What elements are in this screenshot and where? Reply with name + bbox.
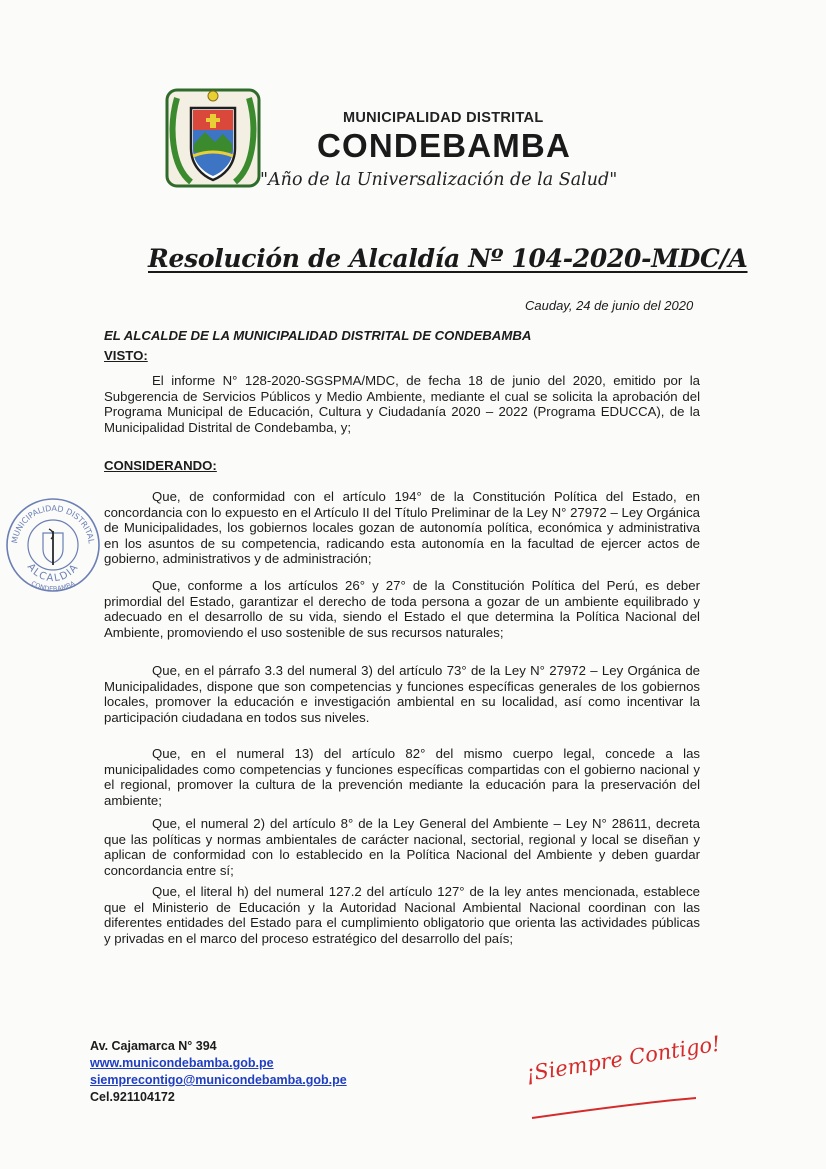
considerando-paragraph: Que, el numeral 2) del artículo 8° de la Ley General del Ambiente – Ley N° 28611, decreta que las políticas y normas ambientales de carácter nacional, sectorial, regional y local se diseñan y aplican de conformidad con lo establecido en la Política Nacional del Ambiente y deben guardar concordancia entre sí; [104, 816, 700, 878]
mayor-office-stamp [3, 495, 103, 595]
resolution-title: Resolución de Alcaldía Nº 104-2020-MDC/A [148, 244, 748, 273]
considerando-paragraph: Que, de conformidad con el artículo 194° de la Constitución Política del Estado, en concordancia con lo expuesto en el Artículo II del Título Preliminar de la Ley N° 27972 – Ley Orgánica de Municipalidades, los gobiernos locales gozan de autonomía política, económica y administrativa en los asuntos de su competencia, radicando esta autonomía en la facultad de ejercer actos de gobierno, administrativos y de administración; [104, 489, 700, 567]
stamp-top-text: MUNICIPALIDAD DISTRITAL [10, 503, 96, 545]
municipal-crest-logo [163, 86, 263, 190]
date-line: Cauday, 24 de junio del 2020 [525, 298, 694, 313]
slogan: ¡Siempre Contigo! [524, 1031, 722, 1086]
visto-paragraph: El informe N° 128-2020-SGSPMA/MDC, de fecha 18 de junio del 2020, emitido por la Subgerencia de Servicios Públicos y Medio Ambiente, mediante el cual se solicita la aprobación del Programa Municipal de Educación, Cultura y Ciudadanía 2020 – 2022 (Programa EDUCCA), de la Municipalidad Distrital de Condebamba, y; [104, 373, 700, 435]
considerando-paragraph: Que, en el párrafo 3.3 del numeral 3) del artículo 73° de la Ley N° 27972 – Ley Orgánica de Municipalidades, dispone que son competencias y funciones específicas generales de los gobiernos locales, promover la educación e investigación ambiental en su localidad, así como incentivar la participación ciudadana en todos sus niveles. [104, 663, 700, 725]
email-link[interactable]: siemprecontigo@municondebamba.gob.pe [90, 1073, 347, 1087]
stamp-middle-text: ALCALDIA [24, 561, 82, 585]
year-motto: "Año de la Universalización de la Salud" [260, 170, 618, 190]
phone: Cel.921104172 [90, 1090, 175, 1104]
municipality-label: MUNICIPALIDAD DISTRITAL [343, 110, 544, 126]
considerando-paragraph: Que, conforme a los artículos 26° y 27° de la Constitución Política del Perú, es deber primordial del Estado, garantizar el derecho de toda persona a gozar de un ambiente equilibrado y adecuado en el desarrollo de su vida, siendo el Estado el que determina la Política Nacional del Ambiente, promoviendo el uso sostenible de sus recursos naturales; [104, 578, 700, 640]
stamp-bottom-text: CONDEBAMBA [29, 579, 77, 594]
considerando-heading: CONSIDERANDO: [104, 458, 217, 473]
visto-heading: VISTO: [104, 348, 148, 363]
address: Av. Cajamarca N° 394 [90, 1039, 217, 1053]
website-link[interactable]: www.municondebamba.gob.pe [90, 1056, 274, 1070]
municipality-name: CONDEBAMBA [317, 127, 571, 164]
considerando-paragraph: Que, el literal h) del numeral 127.2 del artículo 127° de la ley antes mencionada, establece que el Ministerio de Educación y la Autoridad Nacional Ambiental Nacional coordinan con las diferentes entidades del Estado para el cumplimiento obligatorio que orienta las actividades públicas y privadas en el marco del proceso estratégico del desarrollo del país; [104, 884, 700, 946]
contact-info [90, 1038, 347, 1106]
slogan-underline [528, 1096, 700, 1122]
considerando-paragraph: Que, en el numeral 13) del artículo 82° del mismo cuerpo legal, concede a las municipalidades como competencias y funciones específicas compartidas con el gobierno nacional y el regional, promover la cultura de la prevención mediante la educación para la preservación del ambiente; [104, 746, 700, 808]
mayor-heading: EL ALCALDE DE LA MUNICIPALIDAD DISTRITAL DE CONDEBAMBA [104, 328, 532, 343]
